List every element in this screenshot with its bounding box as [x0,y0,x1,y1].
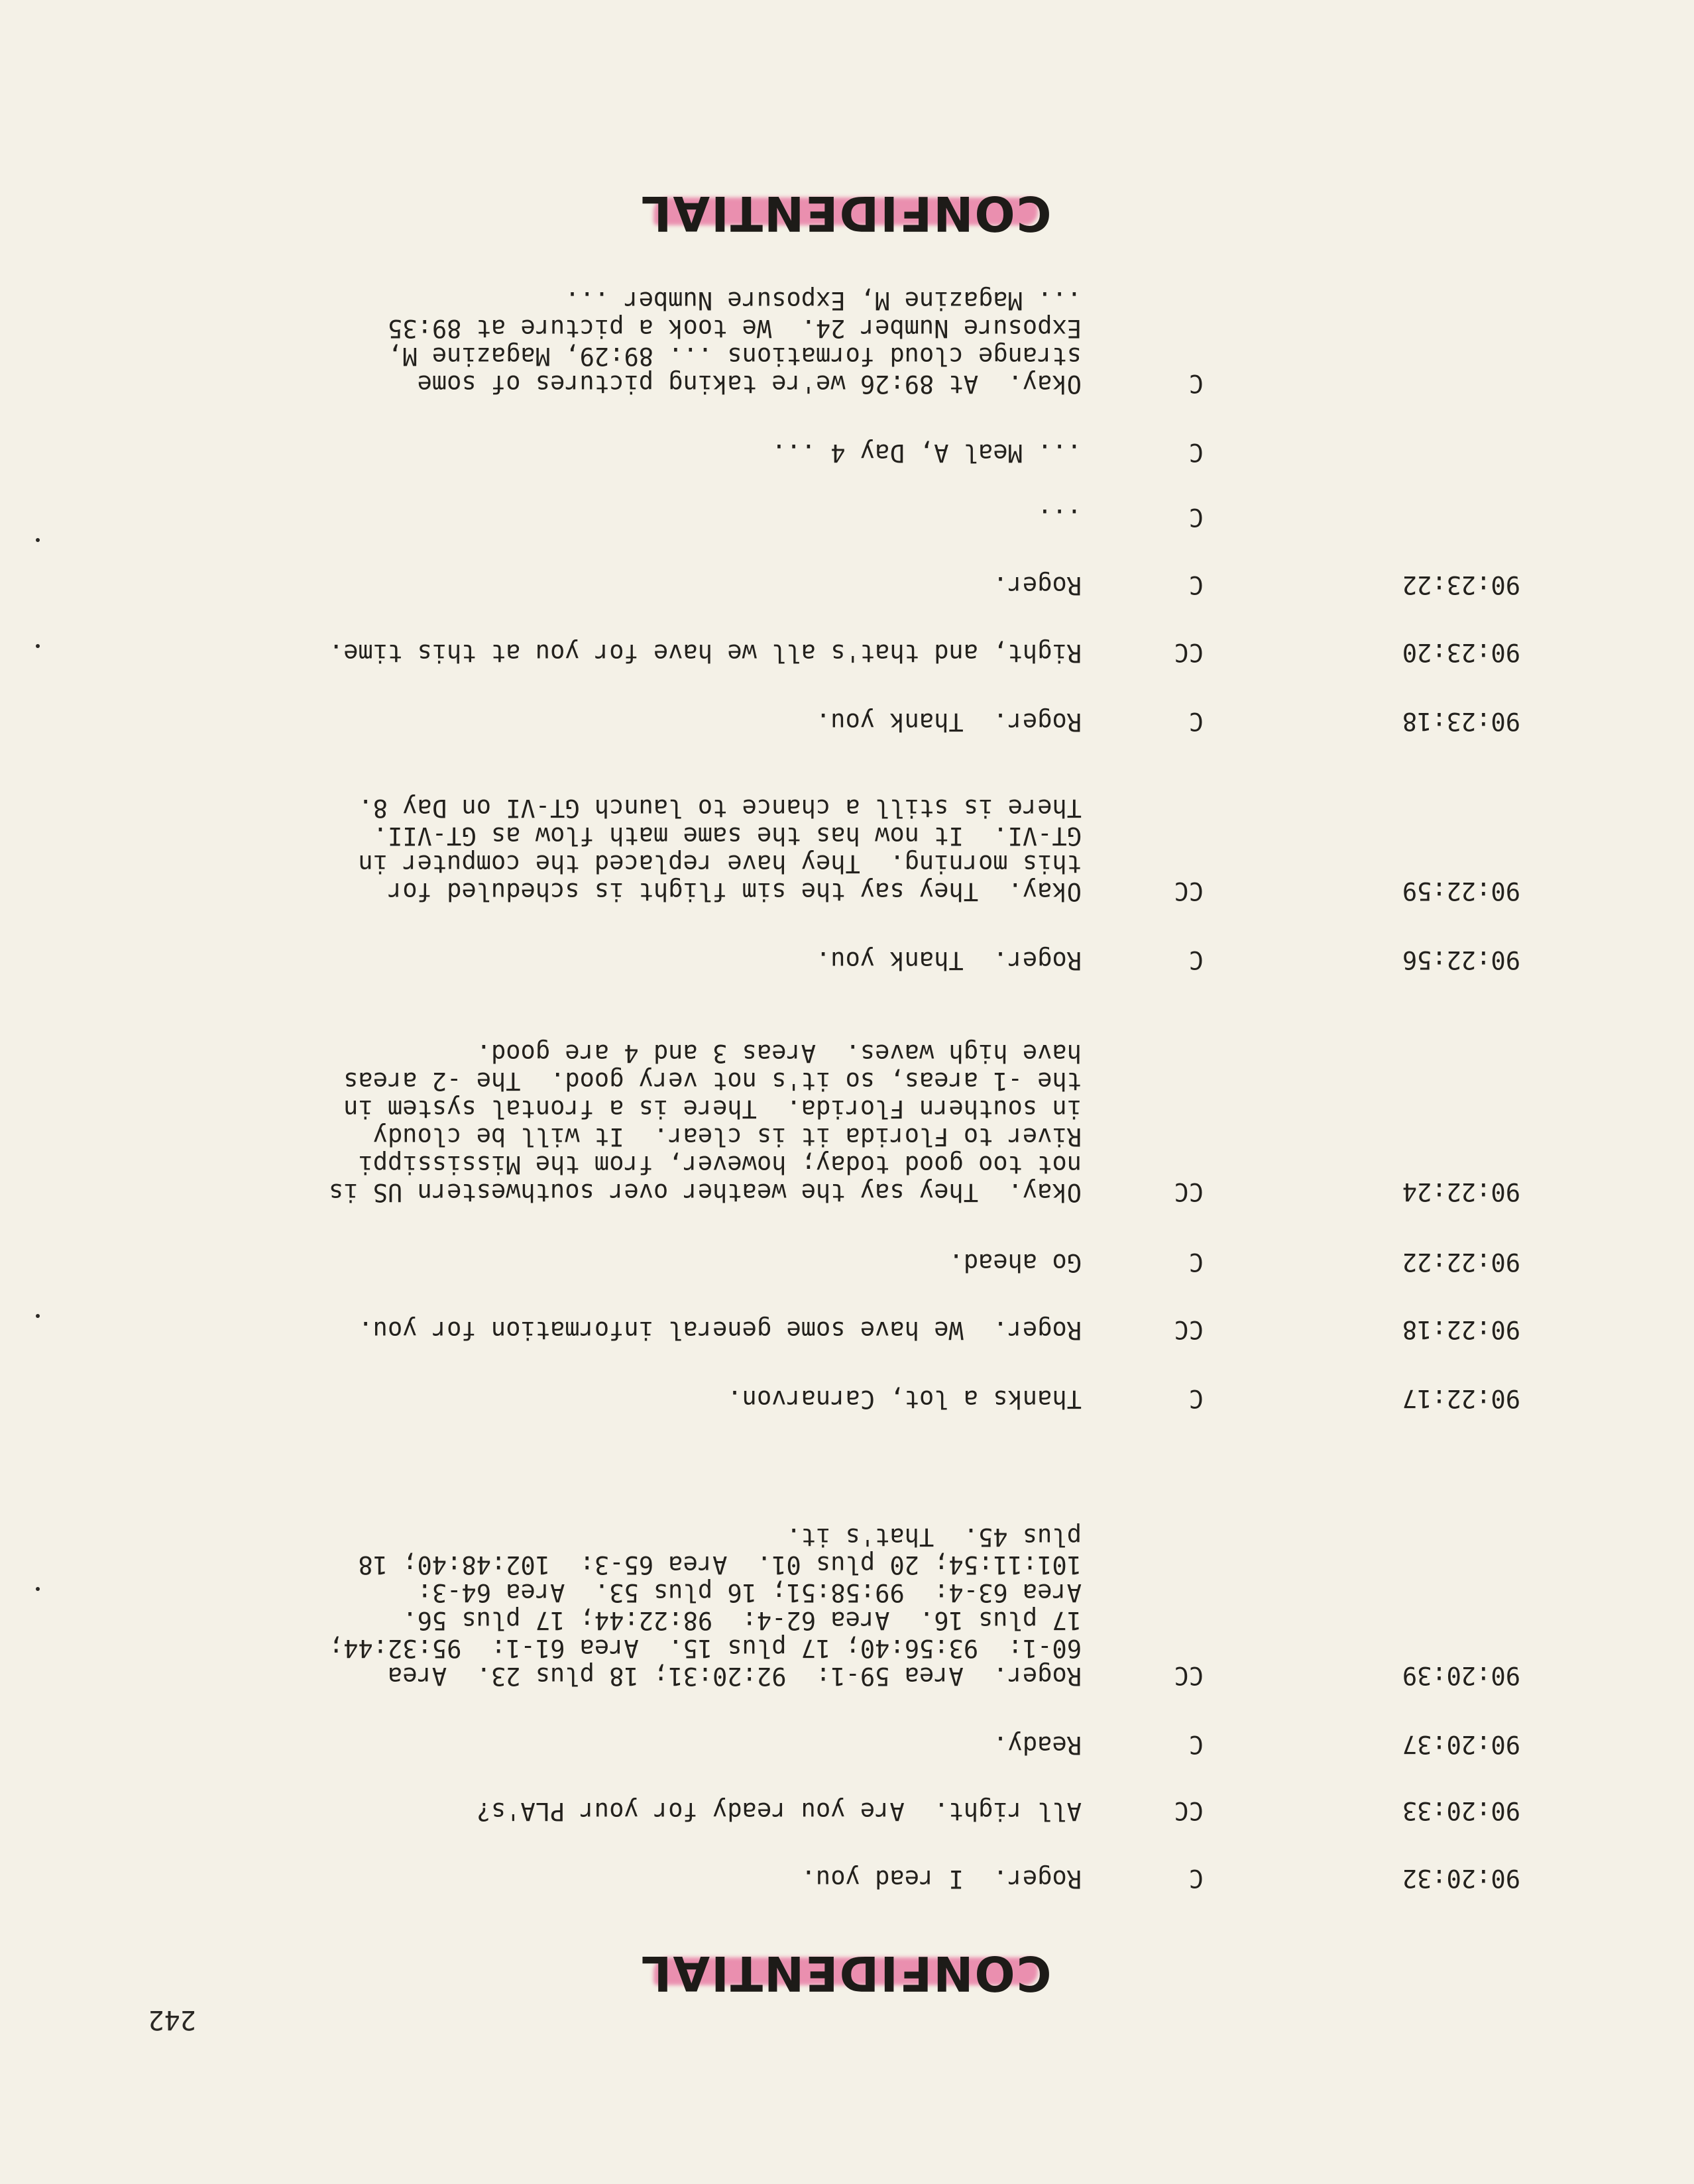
speaker: C [1188,438,1204,466]
speaker: CC [1174,638,1204,667]
timestamp: 90:20:33 [1402,1796,1520,1825]
margin-mark [36,1587,40,1591]
speaker: C [1188,707,1204,736]
speaker: C [1188,1730,1204,1759]
timestamp: 90:23:22 [1402,571,1520,599]
speaker: C [1188,1864,1204,1892]
utterance: Ready. [993,1731,1082,1759]
confidential-stamp-text: CONFIDENTIAL [640,1945,1052,2001]
speaker: C [1188,571,1204,599]
timestamp: 90:20:39 [1402,1661,1520,1690]
timestamp: 90:22:22 [1402,1248,1520,1276]
timestamp: 90:22:17 [1402,1384,1520,1413]
speaker: C [1188,369,1204,398]
utterance: Roger. We have some general information for you. [358,1316,1082,1344]
timestamp: 90:23:20 [1402,638,1520,667]
timestamp: 90:22:56 [1402,946,1520,974]
speaker: CC [1174,1315,1204,1344]
timestamp: 90:20:32 [1402,1864,1520,1892]
timestamp: 90:23:18 [1402,707,1520,736]
utterance: Okay. They say the sim flight is scheduled for this morning. They have replaced the computer in GT-VI. It now has the same math flow as GT-VII. There is still a chance to launch GT-VI on Day 8. [358,794,1082,906]
confidential-stamp-footer [634,182,1058,245]
timestamp: 90:22:18 [1402,1315,1520,1344]
speaker: C [1188,1384,1204,1413]
page-number: 242 [148,2004,196,2035]
utterance: Okay. They say the weather over southwestern US is not too good today; however, from the Mississippi River to Florida it is clear. It will be cloudy in southern Florida. There is a frontal system in the -1 areas, so it's not very good. The -2 areas have high waves. Areas 3 and 4 are good. [328,1039,1082,1207]
timestamp: 90:22:59 [1402,877,1520,905]
utterance: Roger. [993,571,1082,600]
margin-mark [36,644,40,648]
utterance: Thanks a lot, Carnarvon. [727,1385,1082,1413]
speaker: C [1188,946,1204,974]
utterance: ... Meal A, Day 4 ... [771,439,1082,467]
utterance: Roger. Thank you. [816,946,1082,975]
utterance: Roger. I read you. [801,1865,1082,1893]
confidential-stamp-text: CONFIDENTIAL [640,186,1052,241]
utterance: Right, and that's all we have for you at this time. [328,639,1082,667]
utterance: Roger. Thank you. [816,708,1082,736]
utterance: Okay. At 89:26 we're taking pictures of some strange cloud formations ... 89:29, Magazine M, Exposure Number 24. We took a picture at 89:35 ... Magazine M, Exposure Number ... [388,286,1082,398]
margin-mark [36,1314,40,1318]
utterance: All right. Are you ready for your PLA's? [476,1797,1082,1826]
speaker: CC [1174,1796,1204,1825]
speaker: C [1188,503,1204,531]
margin-mark [36,538,40,542]
timestamp: 90:20:37 [1402,1730,1520,1759]
utterance: ... [1037,504,1082,532]
speaker: CC [1174,1177,1204,1206]
speaker: CC [1174,877,1204,905]
utterance: Go ahead. [948,1248,1082,1277]
timestamp: 90:22:24 [1402,1177,1520,1206]
speaker: C [1188,1248,1204,1276]
utterance: Roger. Area 59-1: 92:20:31; 18 plus 23. Area 60-1: 93:56:40; 17 plus 15. Area 61-1: 95:32:44; 17 plus 16. Area 62-4: 98:22:44; 17 plus 56. Area 63-4: 99:58:51; 16 plus 53. Area 64-3: 101:11:54; 20 plus 01. Area 65-3: 102:48:40; 18 plus 45. That's it. [328,1523,1082,1690]
speaker: CC [1174,1661,1204,1690]
